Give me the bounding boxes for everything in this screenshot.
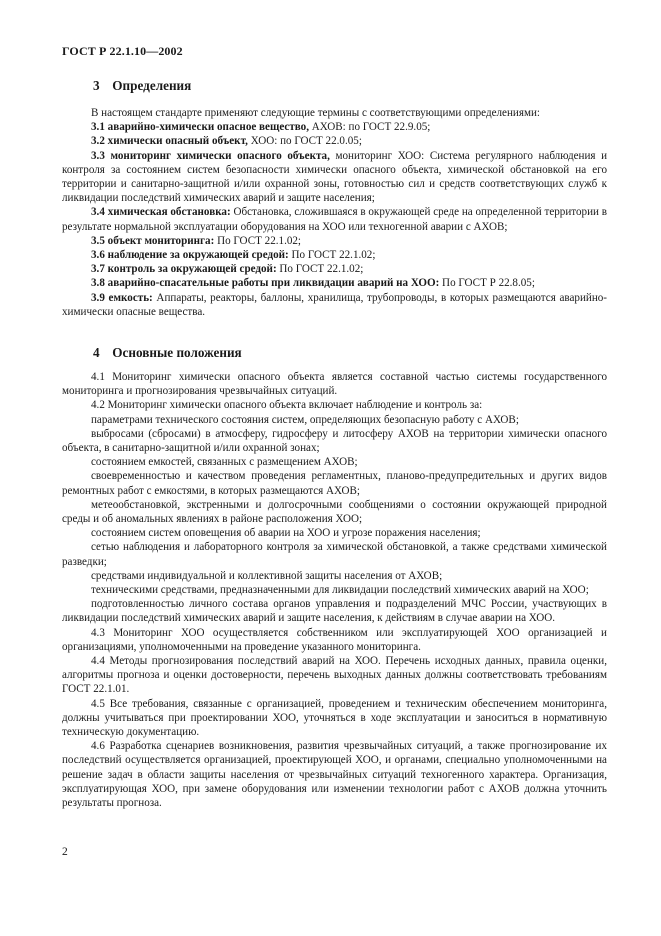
definition-text: ХОО: по ГОСТ 22.0.05; — [247, 135, 362, 148]
section-4-heading — [93, 345, 242, 361]
definition-item — [62, 234, 607, 248]
paragraph: своевременностью и качеством проведения регламентных, планово-предупредительных и других видов ремонтных работ с емкостями, в которых размещаются АХОВ; — [62, 470, 607, 497]
section-3-intro: В настоящем стандарте применяют следующие термины с соответствующими определениями: — [91, 107, 540, 119]
definition-term: емкость: — [108, 291, 153, 304]
definition-number: 3.9 — [91, 291, 105, 304]
paragraph: 4.2 Мониторинг химически опасного объекта включает наблюдение и контроль за: — [91, 399, 483, 412]
definition-text: По ГОСТ 22.1.02; — [276, 263, 364, 276]
definition-number: 3.4 — [91, 206, 105, 219]
paragraph: состоянием емкостей, связанных с размещением АХОВ; — [91, 456, 358, 469]
definition-number: 3.3 — [91, 149, 105, 162]
definition-term: аварийно-химически опасное вещество, — [107, 121, 310, 134]
section-4-number: 4 — [93, 345, 100, 360]
section-4-body — [62, 370, 607, 810]
definition-number: 3.1 — [91, 121, 105, 134]
paragraph: состоянием систем оповещения об аварии на ХОО и угрозе поражения населения; — [91, 527, 481, 540]
definition-term: контроль за окружающей средой: — [107, 263, 277, 276]
definition-item — [62, 205, 607, 233]
definition-term: химическая обстановка: — [107, 206, 231, 219]
paragraph: параметрами технического состояния систем, определяющих безопасную работу с АХОВ; — [91, 413, 519, 426]
definition-text: мониторинг ХОО: Система регулярного наблюдения и контроля за состоянием систем безопасности химически опасного объекта, химической обстановкой на его территории и санитарно-защитной и/или охранной зоны, готовностью сил и средств соответствующих служб к ликвидации последствий химических аварий и защите населения; — [62, 149, 608, 205]
paragraph: выбросами (сбросами) в атмосферу, гидросферу и литосферу АХОВ на территории химически опасного объекта, в санитарно-защитной и/или охранной зонах; — [62, 427, 607, 455]
document-header: ГОСТ Р 22.1.10—2002 — [62, 44, 183, 58]
definition-text: Обстановка, сложившаяся в окружающей среде на определенной территории в результате нормальной эксплуатации оборудования на ХОО или техногенной аварии с АХОВ; — [62, 206, 607, 233]
definition-item — [62, 291, 607, 319]
paragraph: 4.5 Все требования, связанные с организацией, проведением и техническим обеспечением мониторинга, должны учитываться при проектировании ХОО, уточняться в ходе эксплуатации и заноситься в нормативную техническую документацию. — [62, 697, 607, 739]
definition-number: 3.2 — [91, 135, 105, 148]
definition-number: 3.7 — [91, 263, 105, 276]
definition-number: 3.5 — [91, 234, 105, 247]
paragraph: метеообстановкой, экстренными и долгосрочными сообщениями о состоянии окружающей природной среды и об аномальных явлениях в районе расположения ХОО; — [62, 498, 607, 526]
section-3-title: Определения — [112, 78, 192, 93]
definition-item — [62, 120, 607, 134]
paragraph: сетью наблюдения и лабораторного контроля за химической обстановкой, а также средствами химической разведки; — [62, 541, 607, 568]
definition-text: По ГОСТ 22.1.02; — [214, 234, 302, 247]
definition-text: По ГОСТ 22.1.02; — [288, 249, 376, 262]
paragraph: техническими средствами, предназначенными для ликвидации последствий химических аварий на ХОО; — [91, 584, 589, 597]
definition-text: Аппараты, реакторы, баллоны, хранилища, трубопроводы, в которых размещаются аварийно-химически опасные вещества. — [62, 291, 607, 318]
paragraph: 4.6 Разработка сценариев возникновения, развития чрезвычайных ситуаций, а также прогнозирование их последствий осуществляется организацией, проектирующей ХОО, и органами, специально уполномоченными на решение задач в области защиты населения от чрезвычайных ситуаций техногенного характера. Организация, эксплуатирующая ХОО, при замене оборудования или изменении технологии работ с АХОВ должна уточнить результаты прогноза. — [62, 740, 607, 810]
definition-item — [62, 149, 607, 206]
definition-number: 3.6 — [91, 249, 105, 262]
section-3-heading — [93, 78, 191, 94]
paragraph: 4.3 Мониторинг ХОО осуществляется собственником или эксплуатирующей ХОО организацией и организациями, уполномоченными на проведение указанного мониторинга. — [62, 626, 607, 653]
definition-item — [62, 134, 607, 148]
section-3-body — [62, 106, 607, 319]
definition-term: объект мониторинга: — [107, 234, 215, 247]
page-number: 2 — [62, 846, 68, 858]
paragraph: подготовленностью личного состава органов управления и подразделений МЧС России, участвующих в ликвидации последствий химических аварий и защите населения, к действиям в случае аварии на ХОО. — [62, 598, 607, 625]
definition-term: наблюдение за окружающей средой: — [107, 249, 289, 262]
paragraph: 4.4 Методы прогнозирования последствий аварий на ХОО. Перечень исходных данных, правила оценки, алгоритмы прогноза и оценки достоверности, перечень выходных данных должны соответствовать требованиям ГОСТ 22.1.01. — [62, 655, 607, 696]
section-3-number: 3 — [93, 78, 100, 93]
paragraph: средствами индивидуальной и коллективной защиты населения от АХОВ; — [91, 569, 443, 582]
section-4-title: Основные положения — [112, 345, 242, 360]
definition-term: мониторинг химически опасного объекта, — [110, 149, 330, 162]
paragraph: 4.1 Мониторинг химически опасного объекта является составной частью системы государственного мониторинга и прогнозирования чрезвычайных ситуаций. — [62, 371, 607, 398]
definition-text: По ГОСТ Р 22.8.05; — [439, 277, 535, 290]
definition-item — [62, 262, 607, 276]
definition-number: 3.8 — [91, 277, 105, 290]
definition-term: аварийно-спасательные работы при ликвидации аварий на ХОО: — [107, 277, 440, 290]
definition-item — [62, 276, 607, 290]
definition-text: АХОВ: по ГОСТ 22.9.05; — [309, 121, 431, 134]
definition-term: химически опасный объект, — [107, 135, 248, 148]
definition-item — [62, 248, 607, 262]
